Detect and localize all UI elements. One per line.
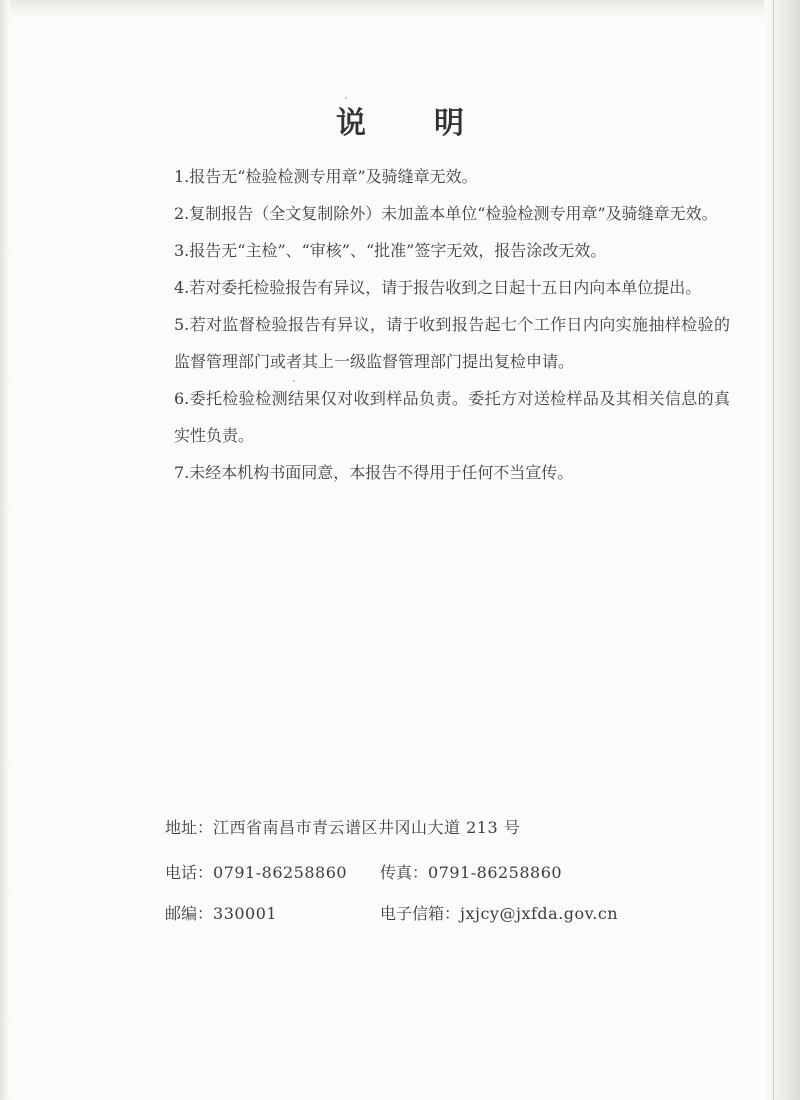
scan-edge-right	[764, 0, 800, 1100]
postcode-label: 邮编：	[165, 904, 214, 923]
note-item-2: 2.复制报告（全文复制除外）未加盖本单位“检验检测专用章”及骑缝章无效。	[174, 204, 718, 223]
notes-list	[174, 158, 730, 491]
postcode-value: 330001	[213, 904, 278, 923]
phone-row	[165, 860, 563, 883]
email-label: 电子信箱：	[380, 904, 461, 923]
scan-edge-top	[0, 0, 800, 18]
phone-value: 0791-86258860	[213, 863, 348, 882]
note-item-1: 1.报告无“检验检测专用章”及骑缝章无效。	[174, 167, 478, 186]
note-item-4: 4.若对委托检验报告有异议，请于报告收到之日起十五日内向本单位提出。	[174, 278, 702, 297]
note-item-6: 6.委托检验检测结果仅对收到样品负责。委托方对送检样品及其相关信息的真实性负责。	[174, 389, 730, 445]
address-value: 江西省南昌市青云谱区井冈山大道 213 号	[213, 818, 521, 837]
phone-label: 电话：	[165, 863, 214, 882]
fax-label: 传真：	[380, 863, 429, 882]
note-item-3: 3.报告无“主检”、“审核”、“批准”签字无效，报告涂改无效。	[174, 241, 607, 260]
postcode-row	[165, 901, 619, 924]
email-value: jxjcy@jxfda.gov.cn	[460, 904, 619, 923]
email-group	[380, 901, 618, 924]
scan-line-right	[773, 0, 774, 1100]
page-title: 说明	[336, 106, 532, 142]
fax-value: 0791-86258860	[428, 863, 563, 882]
note-item-7: 7.未经本机构书面同意，本报告不得用于任何不当宣传。	[174, 463, 574, 482]
fax-group	[380, 860, 562, 883]
address-label: 地址：	[165, 818, 214, 837]
note-item-5: 5.若对监督检验报告有异议，请于收到报告起七个工作日内向实施抽样检验的监督管理部门或者其上一级监督管理部门提出复检申请。	[174, 315, 730, 371]
scan-edge-left	[0, 0, 10, 1100]
address-row	[165, 815, 520, 838]
